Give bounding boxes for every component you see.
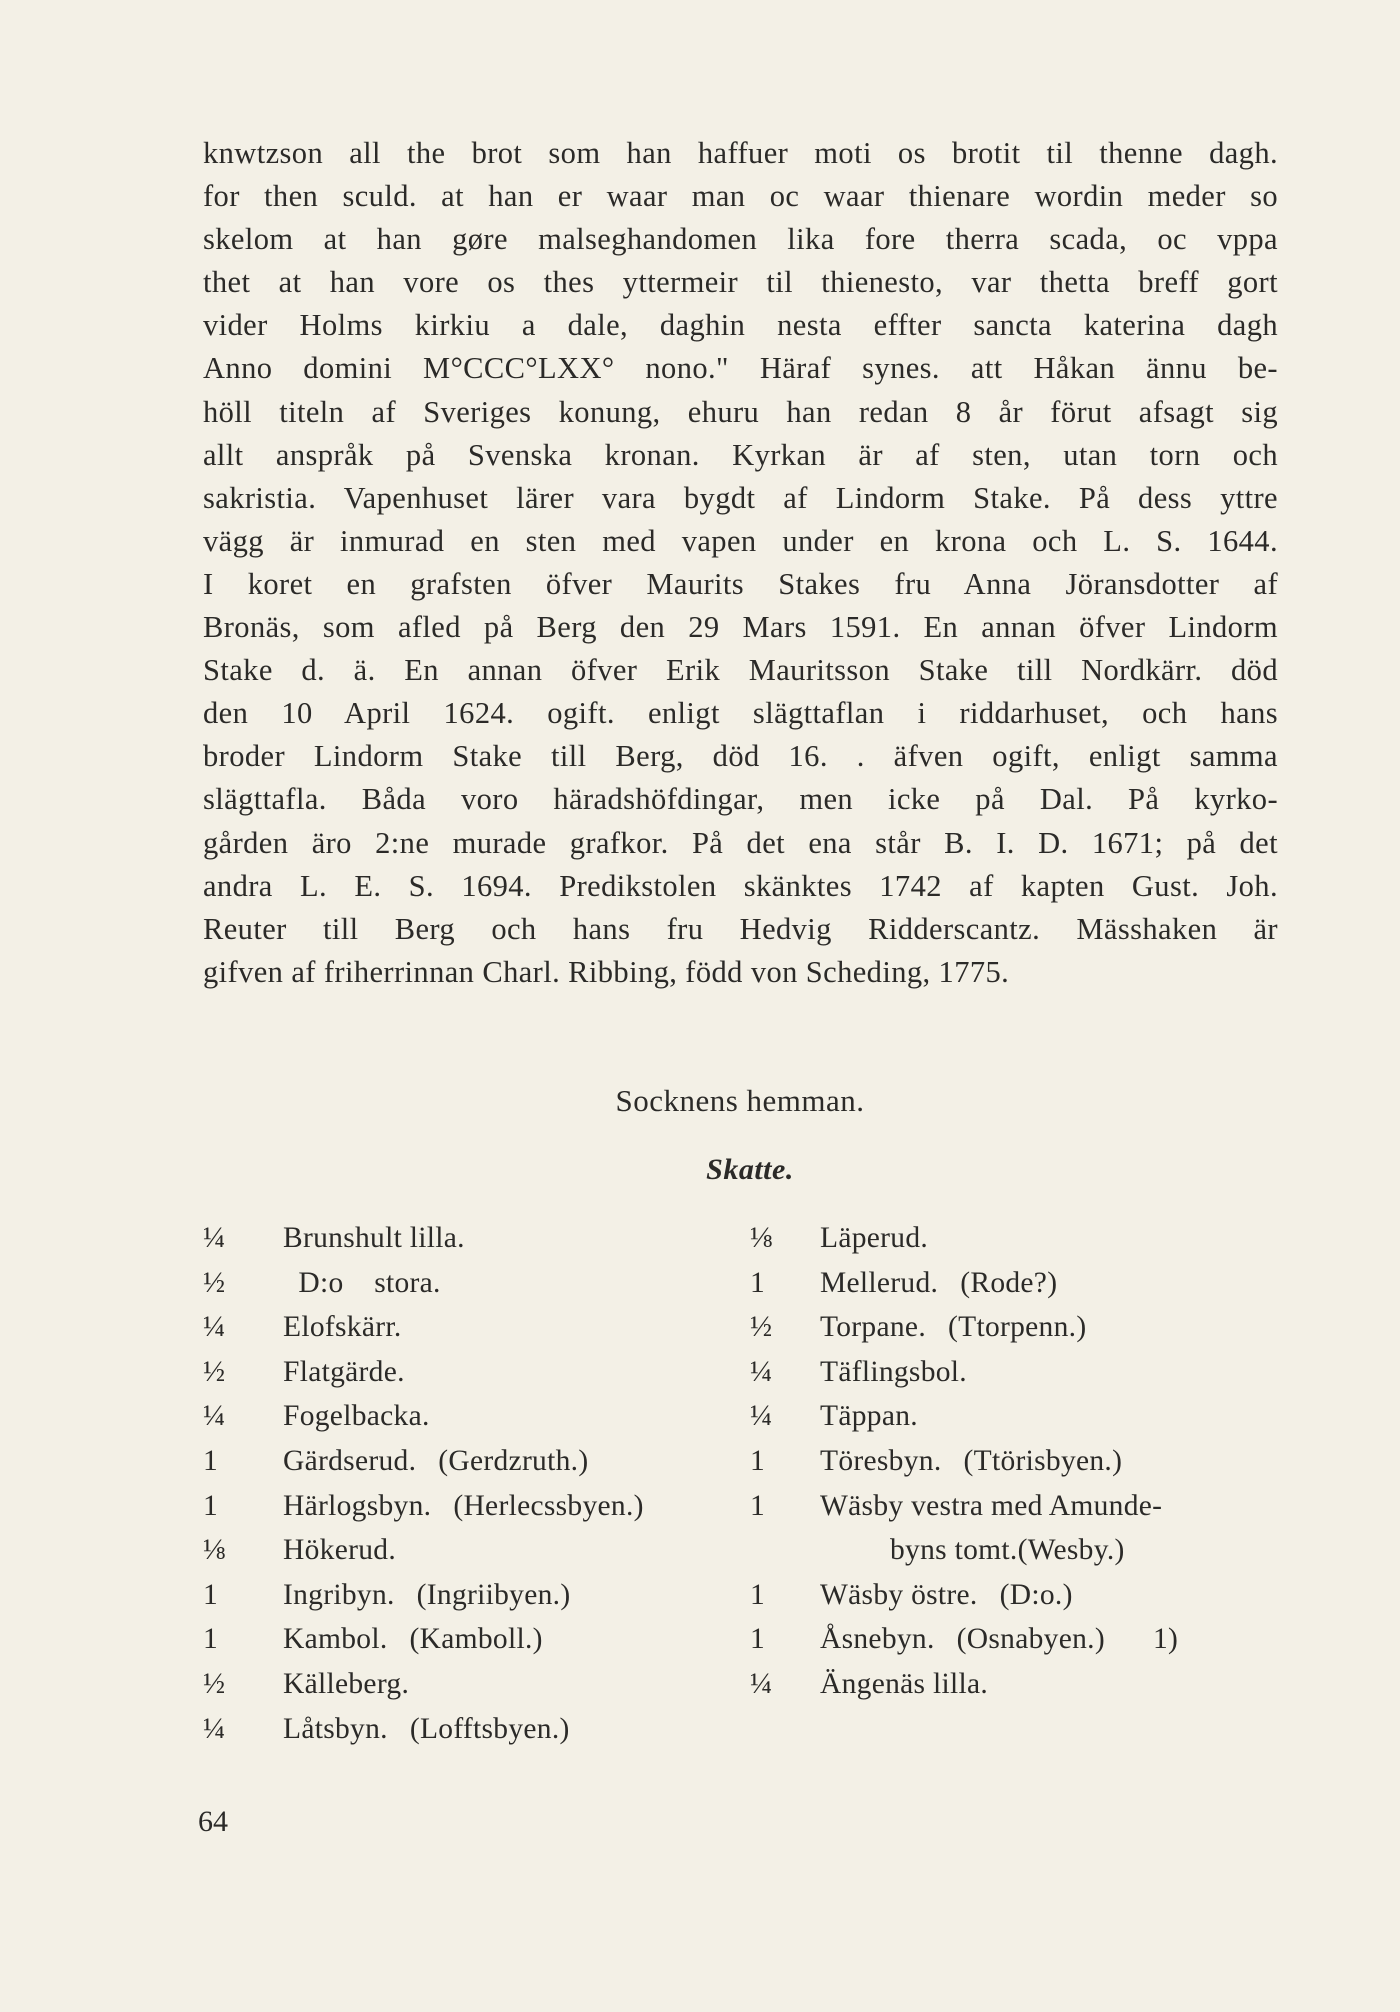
- homestead-share: 1: [750, 1489, 766, 1522]
- homestead-share: 1: [203, 1444, 219, 1477]
- homestead-share: 1: [750, 1578, 766, 1611]
- homestead-entry: [283, 1216, 465, 1261]
- homestead-row: [203, 1305, 763, 1350]
- homestead-old-name: (D:o.): [999, 1578, 1073, 1611]
- homestead-share: 1: [203, 1489, 219, 1522]
- text-line: sakristia. Vapenhuset lärer vara bygdt af Lindorm Stake. På dess yttre: [203, 480, 1278, 515]
- homestead-share: ⅛: [750, 1222, 773, 1254]
- homestead-name: Källeberg.: [283, 1667, 410, 1700]
- homestead-row: [740, 1216, 1280, 1261]
- text-line: allt anspråk på Svenska kronan. Kyrkan är af sten, utan torn och: [203, 437, 1278, 472]
- homestead-row: [740, 1439, 1280, 1484]
- body-paragraph: [203, 132, 1278, 994]
- homestead-entry: [820, 1484, 1162, 1529]
- homestead-entry: [283, 1707, 570, 1752]
- homestead-share: ¼: [750, 1400, 773, 1433]
- homestead-name: Täppan.: [820, 1400, 918, 1433]
- homestead-entry: [283, 1528, 396, 1573]
- homestead-entry: [283, 1350, 405, 1395]
- homestead-entry: [283, 1484, 644, 1529]
- homestead-name: Täflingsbol.: [820, 1355, 967, 1388]
- homestead-entry: [820, 1573, 1073, 1618]
- text-line: I koret en grafsten öfver Maurits Stakes fru Anna Jöransdotter af: [203, 566, 1278, 601]
- homestead-row: [740, 1573, 1280, 1618]
- homestead-row: [740, 1617, 1280, 1662]
- homestead-row: [203, 1662, 763, 1707]
- homestead-share: 1: [750, 1444, 766, 1477]
- homestead-name: Brunshult lilla.: [283, 1222, 465, 1254]
- homestead-name: Wäsby vestra med Amunde-: [820, 1489, 1163, 1522]
- homestead-share: ½: [750, 1311, 773, 1344]
- homestead-old-name: (Ttörisbyen.): [963, 1444, 1123, 1477]
- homestead-entry: [820, 1305, 1086, 1350]
- homestead-share: 1: [750, 1266, 766, 1299]
- homestead-row: [203, 1573, 763, 1618]
- homestead-entry: [820, 1394, 918, 1439]
- homestead-share: ½: [203, 1667, 226, 1700]
- homestead-share: ⅛: [203, 1534, 226, 1567]
- text-line: Bronäs, som afled på Berg den 29 Mars 1591. En annan öfver Lindorm: [203, 610, 1278, 645]
- homestead-row: [203, 1261, 763, 1306]
- homestead-name: Låtsbyn.: [283, 1712, 388, 1745]
- homestead-old-name: (Osnabyen.): [956, 1623, 1105, 1656]
- homestead-entry: [283, 1394, 430, 1439]
- homestead-name: Kambol.: [283, 1623, 388, 1656]
- homestead-share: ¼: [750, 1355, 773, 1388]
- text-line: gifven af friherrinnan Charl. Ribbing, född von Scheding, 1775.: [203, 954, 1010, 989]
- homestead-share: ½: [203, 1266, 226, 1299]
- section-subheading: Skatte.: [706, 1153, 794, 1186]
- homestead-entry: [283, 1261, 441, 1306]
- homestead-entry: [283, 1662, 409, 1707]
- homestead-name: Gärdserud.: [283, 1444, 417, 1477]
- homestead-share: ¼: [203, 1400, 226, 1433]
- text-line: Anno domini M°CCC°LXX° nono." Häraf synes. att Håkan ännu be-: [203, 351, 1278, 386]
- homestead-row: [203, 1707, 763, 1752]
- homestead-old-name: (Kamboll.): [409, 1623, 543, 1656]
- homestead-name: Flatgärde.: [283, 1355, 405, 1388]
- homestead-row: [203, 1617, 763, 1662]
- homestead-share: ¼: [203, 1712, 226, 1745]
- homestead-entry: [283, 1573, 570, 1618]
- homestead-old-name: (Ingriibyen.): [416, 1578, 571, 1611]
- homestead-entry: [820, 1439, 1122, 1484]
- homestead-row: [203, 1484, 763, 1529]
- homestead-name: Elofskärr.: [283, 1311, 402, 1344]
- text-line: slägttafla. Båda voro häradshöfdingar, men icke på Dal. På kyrko-: [203, 782, 1278, 817]
- homestead-row: [740, 1528, 1280, 1573]
- homestead-share: 1: [203, 1623, 219, 1656]
- homestead-row: [740, 1261, 1280, 1306]
- homestead-entry: [820, 1350, 967, 1395]
- homestead-entry: [283, 1305, 402, 1350]
- homestead-old-name: (Ttorpenn.): [948, 1311, 1087, 1344]
- text-line: broder Lindorm Stake till Berg, död 16. . äfven ogift, enligt samma: [203, 739, 1278, 774]
- homestead-share: 1: [203, 1578, 219, 1611]
- section-heading: Socknens hemman.: [615, 1083, 865, 1118]
- text-line: gården äro 2:ne murade grafkor. På det ena står B. I. D. 1671; på det: [203, 825, 1278, 860]
- text-line: thet at han vore os thes yttermeir til thienesto, var thetta breff gort: [203, 265, 1278, 300]
- homestead-name: Fogelbacka.: [283, 1400, 430, 1433]
- text-line: skelom at han gøre malseghandomen lika fore therra scada, oc vppa: [203, 222, 1278, 257]
- homestead-name: D:o stora.: [283, 1266, 441, 1299]
- homestead-old-name: (Rode?): [960, 1266, 1058, 1299]
- homestead-entry: [820, 1261, 1057, 1306]
- homestead-old-name: (Lofftsbyen.): [409, 1712, 570, 1745]
- text-line: vägg är inmurad en sten med vapen under en krona och L. S. 1644.: [203, 523, 1278, 558]
- homestead-share: 1: [750, 1623, 766, 1656]
- homestead-name: Mellerud.: [820, 1266, 939, 1299]
- text-line: höll titeln af Sveriges konung, ehuru han redan 8 år förut afsagt sig: [203, 394, 1278, 429]
- text-line: den 10 April 1624. ogift. enligt slägttaflan i riddarhuset, och hans: [203, 696, 1278, 731]
- homestead-name: Ingribyn.: [283, 1578, 395, 1611]
- homestead-entry: [283, 1439, 588, 1484]
- homestead-name: Härlogsbyn.: [283, 1489, 432, 1522]
- homestead-old-name: (Gerdzruth.): [438, 1444, 589, 1477]
- homestead-row: [740, 1394, 1280, 1439]
- text-line: andra L. E. S. 1694. Predikstolen skänktes 1742 af kapten Gust. Joh.: [203, 868, 1278, 903]
- footnote-marker: 1): [1152, 1623, 1179, 1656]
- homestead-name: byns tomt.: [890, 1534, 1018, 1567]
- homestead-row: [740, 1484, 1280, 1529]
- homestead-list-left: [203, 1216, 763, 1751]
- homestead-row: [203, 1216, 763, 1261]
- homestead-share: ¼: [203, 1222, 226, 1254]
- homestead-row: [740, 1305, 1280, 1350]
- homestead-name: Hökerud.: [283, 1534, 396, 1567]
- homestead-row: [740, 1662, 1280, 1707]
- homestead-share: ½: [203, 1355, 226, 1388]
- homestead-row: [203, 1439, 763, 1484]
- homestead-name: Wäsby östre.: [820, 1578, 978, 1611]
- text-line: Stake d. ä. En annan öfver Erik Mauritsson Stake till Nordkärr. död: [203, 653, 1278, 688]
- homestead-name: Läperud.: [820, 1222, 929, 1254]
- text-line: for then sculd. at han er waar man oc waar thienare wordin meder so: [203, 179, 1278, 214]
- homestead-entry: [283, 1617, 543, 1662]
- homestead-old-name: (Wesby.): [1017, 1534, 1125, 1567]
- text-line: Reuter till Berg och hans fru Hedvig Ridderscantz. Mässhaken är: [203, 911, 1278, 946]
- homestead-share: ¼: [750, 1667, 773, 1700]
- homestead-entry: [890, 1528, 1125, 1573]
- homestead-share: ¼: [203, 1311, 226, 1344]
- homestead-name: Åsnebyn.: [820, 1623, 935, 1656]
- page-number: 64: [198, 1805, 228, 1838]
- homestead-list-right: [740, 1216, 1280, 1707]
- homestead-old-name: (Herlecssbyen.): [453, 1489, 644, 1522]
- homestead-name: Torpane.: [820, 1311, 926, 1344]
- homestead-row: [740, 1350, 1280, 1395]
- homestead-row: [203, 1350, 763, 1395]
- homestead-row: [203, 1528, 763, 1573]
- homestead-entry: [820, 1216, 928, 1261]
- homestead-name: Ängenäs lilla.: [820, 1667, 989, 1700]
- text-line: knwtzson all the brot som han haffuer moti os brotit til thenne dagh.: [203, 136, 1278, 170]
- homestead-name: Töresbyn.: [820, 1444, 942, 1477]
- homestead-row: [203, 1394, 763, 1439]
- homestead-entry: [820, 1662, 988, 1707]
- homestead-entry: [820, 1617, 1178, 1662]
- text-line: vider Holms kirkiu a dale, daghin nesta effter sancta katerina dagh: [203, 308, 1278, 343]
